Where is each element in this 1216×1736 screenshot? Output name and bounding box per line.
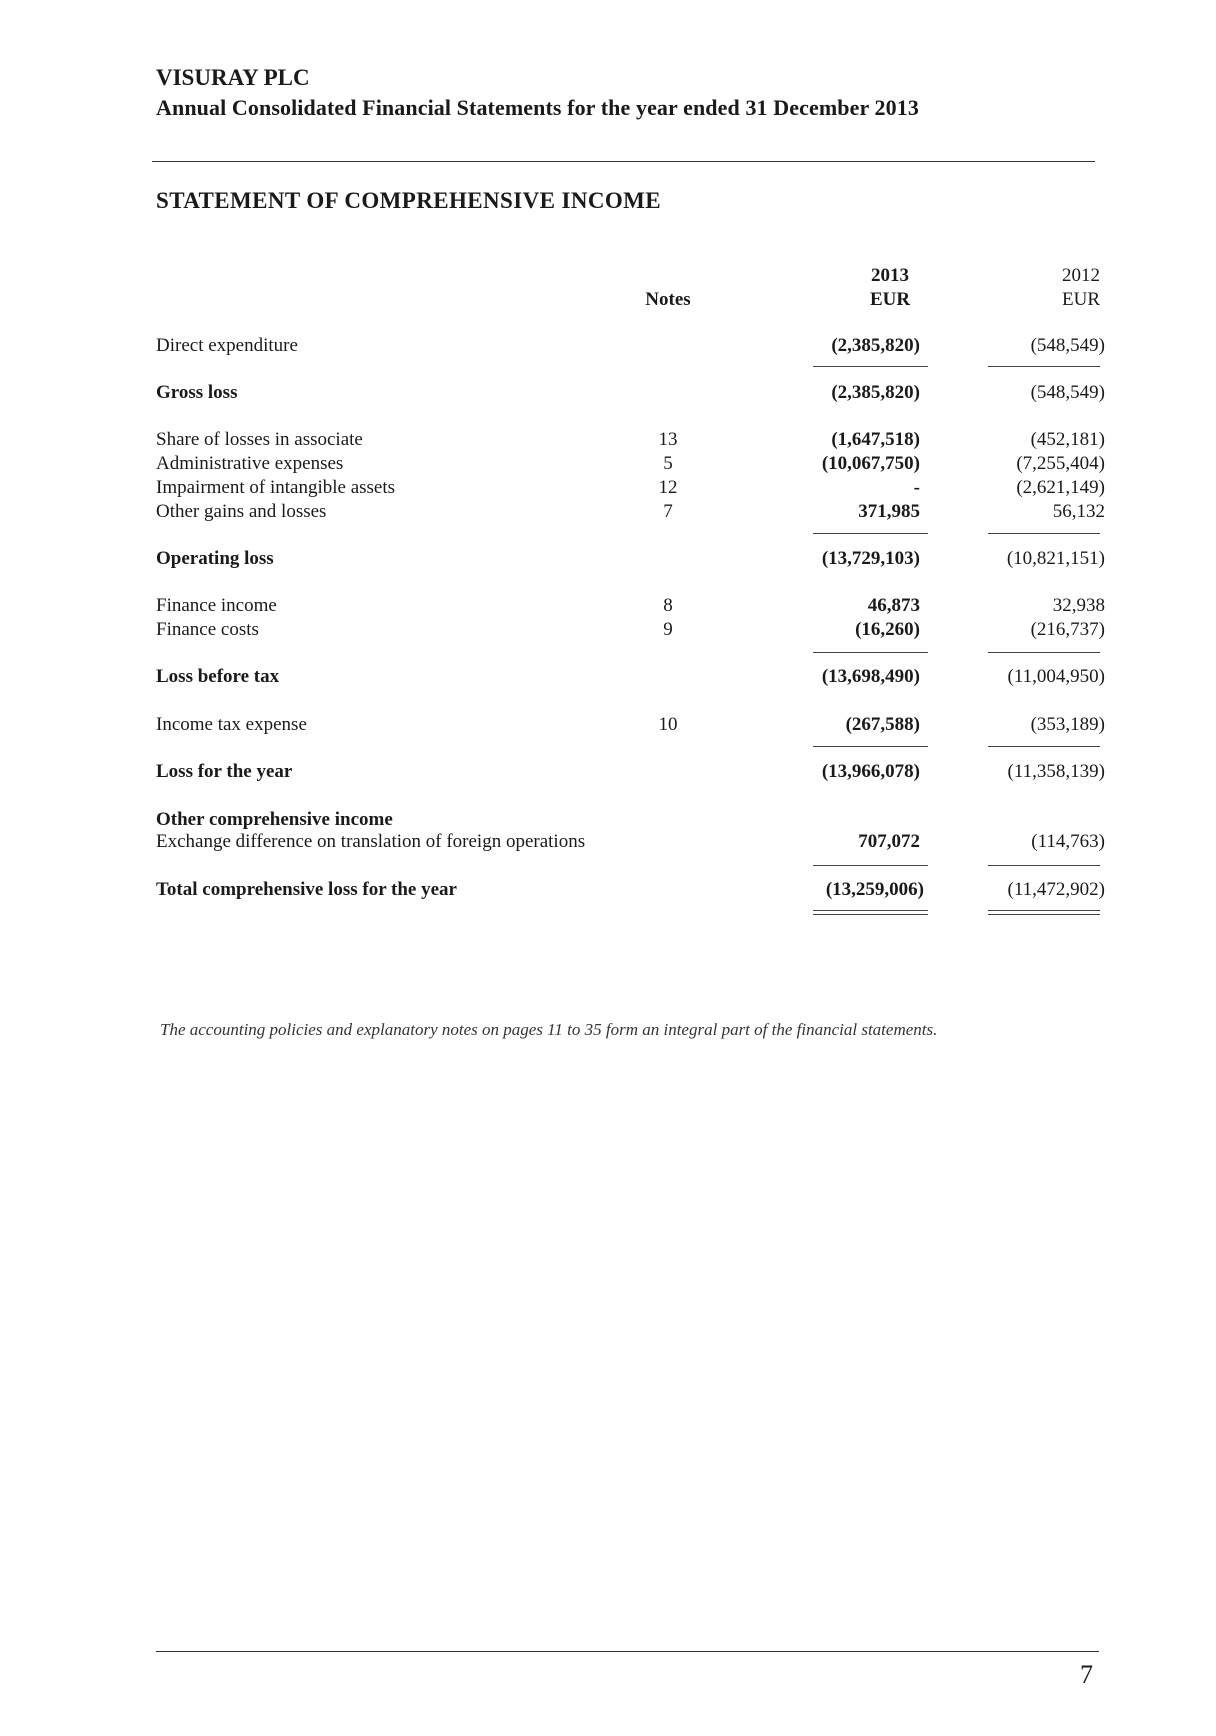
row-value-2013: 46,873 (867, 595, 920, 616)
subtotal-rule-2013 (813, 865, 928, 866)
prior-year-currency: EUR (1062, 289, 1100, 310)
row-value-2013: 371,985 (858, 501, 920, 522)
row-finance-costs (0, 618, 1216, 642)
row-label: Other gains and losses (156, 501, 327, 522)
row-label: Other comprehensive income (156, 809, 393, 830)
row-administrative-expenses (0, 452, 1216, 476)
current-year-column-header (790, 264, 990, 312)
subtotal-rule-2012 (988, 865, 1100, 866)
total-double-rule-2013 (813, 914, 928, 915)
subtotal-rule-2012 (988, 366, 1100, 367)
row-value-2013: (1,647,518) (831, 429, 920, 450)
row-value-2012: (114,763) (1031, 831, 1105, 852)
row-value-2013: (13,729,103) (821, 548, 920, 569)
total-double-rule-2012 (988, 914, 1100, 915)
row-value-2012: (11,472,902) (1007, 879, 1105, 900)
row-operating-loss (0, 547, 1216, 571)
current-year-currency: EUR (869, 289, 911, 310)
subtotal-rule-2013 (813, 652, 928, 653)
row-value-2012: (7,255,404) (1016, 453, 1105, 474)
row-label: Finance income (156, 595, 277, 616)
current-year-label: 2013 (871, 265, 909, 286)
row-label: Share of losses in associate (156, 429, 363, 450)
row-value-2013: (13,966,078) (821, 761, 920, 782)
row-share-of-losses (0, 428, 1216, 452)
row-value-2013: - (913, 477, 920, 498)
company-name: VISURAY PLC (156, 65, 310, 90)
subtotal-rule-2012 (988, 533, 1100, 534)
row-label: Loss for the year (156, 761, 293, 782)
row-label: Gross loss (156, 382, 238, 403)
row-value-2012: 56,132 (1052, 501, 1105, 522)
row-loss-for-year (0, 760, 1216, 784)
row-value-2013: (2,385,820) (831, 335, 920, 356)
subtotal-rule-2012 (988, 746, 1100, 747)
row-value-2013: (267,588) (845, 714, 920, 735)
row-value-2012: (10,821,151) (1006, 548, 1105, 569)
row-finance-income (0, 594, 1216, 618)
row-value-2013: (2,385,820) (831, 382, 920, 403)
row-value-2012: (548,549) (1030, 335, 1105, 356)
row-value-2013: (16,260) (855, 619, 920, 640)
row-note: 13 (658, 429, 678, 450)
row-label: Administrative expenses (156, 453, 344, 474)
row-value-2012: (2,621,149) (1016, 477, 1105, 498)
row-income-tax-expense (0, 713, 1216, 737)
row-loss-before-tax (0, 665, 1216, 689)
row-direct-expenditure (0, 334, 1216, 358)
footer-divider (156, 1651, 1099, 1652)
row-value-2012: (452,181) (1030, 429, 1105, 450)
row-note: 7 (663, 501, 673, 522)
header-divider (152, 161, 1095, 162)
row-label: Exchange difference on translation of foreign operations (156, 831, 586, 852)
row-note: 8 (663, 595, 673, 616)
row-note: 12 (658, 477, 678, 498)
row-other-gains (0, 500, 1216, 524)
row-note: 9 (663, 619, 673, 640)
subtotal-rule-2013 (813, 366, 928, 367)
row-note: 5 (663, 453, 673, 474)
row-label: Operating loss (156, 548, 274, 569)
footnote: The accounting policies and explanatory notes on pages 11 to 35 form an integral part of the financial statements. (160, 1020, 938, 1039)
subtotal-rule-2013 (813, 533, 928, 534)
row-total-comprehensive-loss (0, 878, 1216, 902)
row-value-2013: (13,259,006) (825, 879, 924, 900)
total-double-rule-2013 (813, 910, 928, 911)
subtotal-rule-2013 (813, 746, 928, 747)
row-value-2012: (11,358,139) (1007, 761, 1105, 782)
row-label: Income tax expense (156, 714, 307, 735)
prior-year-label: 2012 (1062, 265, 1100, 286)
row-value-2013: (13,698,490) (821, 666, 920, 687)
row-label: Loss before tax (156, 666, 280, 687)
total-double-rule-2012 (988, 910, 1100, 911)
row-other-comprehensive-income-heading (0, 808, 1216, 832)
row-value-2012: (548,549) (1030, 382, 1105, 403)
row-value-2012: (353,189) (1030, 714, 1105, 735)
statement-title: STATEMENT OF COMPREHENSIVE INCOME (156, 188, 661, 213)
row-label: Finance costs (156, 619, 259, 640)
report-subtitle: Annual Consolidated Financial Statements for the year ended 31 December 2013 (156, 95, 919, 120)
subtotal-rule-2012 (988, 652, 1100, 653)
row-label: Direct expenditure (156, 335, 298, 356)
notes-column-header: Notes (645, 289, 691, 310)
prior-year-column-header (980, 264, 1100, 312)
document-header (156, 64, 919, 124)
row-gross-loss (0, 381, 1216, 405)
row-note: 10 (658, 714, 678, 735)
row-value-2012: (11,004,950) (1007, 666, 1105, 687)
row-label: Impairment of intangible assets (156, 477, 396, 498)
row-value-2012: (216,737) (1030, 619, 1105, 640)
row-label: Total comprehensive loss for the year (156, 879, 457, 900)
row-value-2013: 707,072 (858, 831, 920, 852)
page-number: 7 (1080, 1660, 1093, 1689)
row-value-2013: (10,067,750) (821, 453, 920, 474)
row-exchange-difference (0, 830, 1216, 854)
row-value-2012: 32,938 (1052, 595, 1105, 616)
row-impairment (0, 476, 1216, 500)
